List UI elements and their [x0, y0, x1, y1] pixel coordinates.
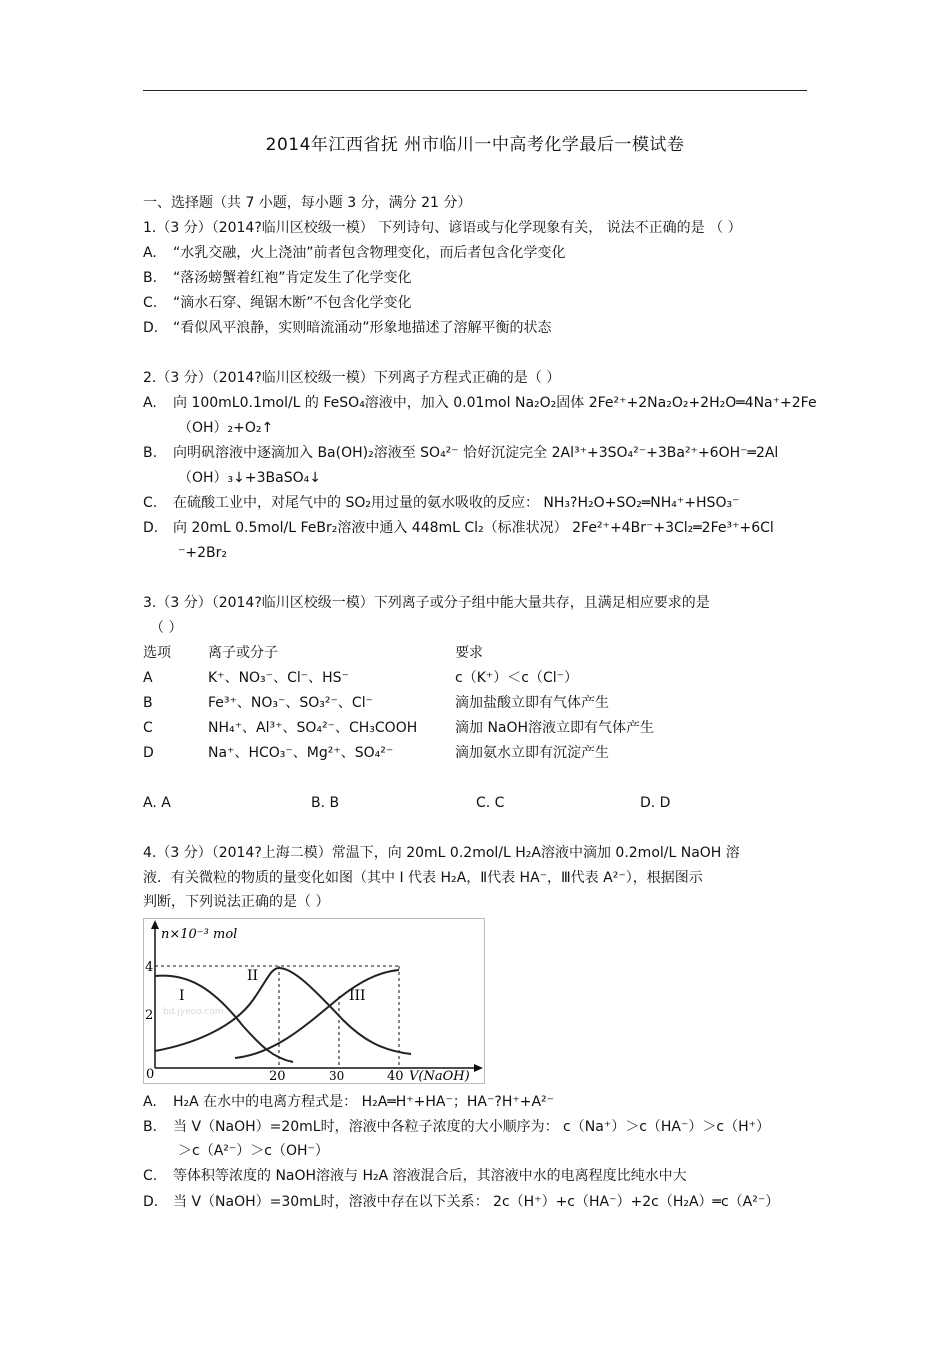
x-tick-20: 20 [269, 1069, 286, 1084]
table-header-option: 选项 [143, 645, 171, 661]
option-text: 当 V（NaOH）=30mL时，溶液中存在以下关系： 2c（H⁺）+c（HA⁻）+2c（H₂A）═c（A²⁻） [173, 1194, 780, 1210]
x-axis-label: V(NaOH) [409, 1069, 470, 1084]
table-cell: Na⁺、HCO₃⁻、Mg²⁺、SO₄²⁻ [208, 745, 394, 761]
table-header-ions: 离子或分子 [208, 645, 278, 661]
option-key: C. [143, 1168, 158, 1184]
curve-label-ii: II [247, 968, 259, 984]
y-axis-label: n×10⁻³ mol [161, 927, 238, 942]
table-header-requirement: 要求 [455, 645, 483, 661]
option-text: 等体积等浓度的 NaOH溶液与 H₂A 溶液混合后，其溶液中水的电离程度比纯水中大 [173, 1168, 687, 1184]
option-key: A. [143, 245, 157, 261]
q1-option-b[interactable] [143, 269, 412, 287]
q1-option-a[interactable] [143, 244, 566, 262]
table-cell: D [143, 745, 154, 761]
table-cell: 滴加 NaOH溶液立即有气体产生 [455, 720, 655, 736]
option-key: B. [143, 1119, 158, 1135]
curve-iii [235, 970, 399, 1058]
curve-label-iii: III [349, 988, 366, 1004]
q2-option-a[interactable] [143, 394, 817, 412]
option-text: 向 100mL0.1mol/L 的 FeSO₄溶液中，加入 0.01mol Na₂O₂固体 2Fe²⁺+2Na₂O₂+2H₂O═4Na⁺+2Fe [173, 395, 817, 411]
table-cell: 滴加盐酸立即有气体产生 [455, 695, 609, 711]
option-text: 向 20mL 0.5mol/L FeBr₂溶液中通入 448mL Cl₂（标准状况） 2Fe²⁺+4Br⁻+3Cl₂═2Fe³⁺+6Cl [173, 520, 774, 536]
q2-option-b-cont: （OH）₃↓+3BaSO₄↓ [178, 470, 321, 486]
curve-label-i: I [179, 988, 185, 1004]
q1-option-d[interactable] [143, 319, 552, 337]
table-cell: NH₄⁺、Al³⁺、SO₄²⁻、CH₃COOH [208, 720, 418, 736]
option-key: B. [143, 270, 158, 286]
q1-option-c[interactable] [143, 294, 412, 312]
document-title: 2014年江西省抚 州市临川一中高考化学最后一模试卷 [265, 135, 685, 155]
x-tick-30: 30 [329, 1069, 345, 1083]
q2-option-a-cont: （OH）₂+O₂↑ [178, 420, 274, 436]
option-key: D. [143, 1194, 159, 1210]
q3-stem-cont: （ ） [150, 620, 183, 636]
table-cell: 滴加氨水立即有沉淀产生 [455, 745, 609, 761]
option-key: A. [143, 1094, 157, 1110]
q3-answer-a[interactable]: A. A [143, 795, 171, 811]
table-cell: C [143, 720, 153, 736]
q4-option-b[interactable] [143, 1118, 770, 1136]
y-tick-2: 2 [145, 1008, 154, 1023]
q4-option-a[interactable] [143, 1093, 554, 1111]
table-cell: c（K⁺）＜c（Cl⁻） [455, 670, 579, 686]
q3-answer-c[interactable]: C. C [476, 795, 505, 811]
header-rule [143, 90, 807, 91]
q1-stem: 1.（3 分）（2014?临川区校级一模） 下列诗句、谚语或与化学现象有关， 说法不正确的是 （ ） [143, 220, 742, 236]
option-text: 当 V（NaOH）=20mL时，溶液中各粒子浓度的大小顺序为： c（Na⁺）＞c（HA⁻）＞c（H⁺） [173, 1119, 771, 1135]
table-cell: Fe³⁺、NO₃⁻、SO₃²⁻、Cl⁻ [208, 695, 373, 711]
q4-stem-cont: 液．有关微粒的物质的量变化如图（其中 I 代表 H₂A，Ⅱ代表 HA⁻，Ⅲ代表 A²⁻），根据图示 [143, 870, 703, 886]
table-cell: B [143, 695, 153, 711]
q2-option-d-cont: ⁻+2Br₂ [178, 545, 227, 561]
titration-graph [143, 918, 485, 1084]
option-text: 在硫酸工业中，对尾气中的 SO₂用过量的氨水吸收的反应： NH₃?H₂O+SO₂═NH₄⁺+HSO₃⁻ [173, 495, 740, 511]
q4-option-c[interactable] [143, 1167, 687, 1185]
option-key: C. [143, 495, 158, 511]
q2-stem: 2.（3 分）（2014?临川区校级一模）下列离子方程式正确的是（ ） [143, 370, 561, 386]
q3-stem: 3.（3 分）（2014?临川区校级一模）下列离子或分子组中能大量共存，且满足相应要求的是 [143, 595, 710, 611]
option-key: C. [143, 295, 158, 311]
watermark: bd.jyeoo.com [163, 1007, 224, 1017]
section-heading: 一、选择题（共 7 小题，每小题 3 分，满分 21 分） [143, 195, 472, 211]
graph-frame [144, 919, 485, 1084]
x-axis-arrow [474, 1064, 483, 1072]
option-text: 向明矾溶液中逐滴加入 Ba(OH)₂溶液至 SO₄²⁻ 恰好沉淀完全 2Al³⁺+3SO₄²⁻+3Ba²⁺+6OH⁻═2Al [173, 445, 779, 461]
q4-stem: 4.（3 分）（2014?上海二模）常温下，向 20mL 0.2mol/L H₂A溶液中滴加 0.2mol/L NaOH 溶 [143, 845, 740, 861]
y-tick-0: 0 [146, 1067, 155, 1082]
q4-stem-cont2: 判断，下列说法正确的是（ ） [143, 894, 330, 910]
option-text: “滴水石穿、绳锯木断”不包含化学变化 [173, 295, 412, 311]
option-text: H₂A 在水中的电离方程式是： H₂A═H⁺+HA⁻；HA⁻?H⁺+A²⁻ [173, 1094, 555, 1110]
curve-i [155, 976, 293, 1062]
y-axis-arrow [151, 920, 159, 929]
option-key: B. [143, 445, 158, 461]
q3-answer-b[interactable]: B. B [311, 795, 340, 811]
q4-option-d[interactable] [143, 1193, 779, 1211]
option-key: D. [143, 320, 159, 336]
option-text: “看似风平浪静，实则暗流涌动”形象地描述了溶解平衡的状态 [173, 320, 552, 336]
x-tick-40: 40 [387, 1069, 404, 1084]
q4-option-b-cont: ＞c（A²⁻）＞c（OH⁻） [178, 1143, 329, 1159]
option-text: “落汤螃蟹着红袍”肯定发生了化学变化 [173, 270, 412, 286]
table-cell: A [143, 670, 153, 686]
q2-option-c[interactable] [143, 494, 739, 512]
option-text: “水乳交融，火上浇油”前者包含物理变化，而后者包含化学变化 [173, 245, 566, 261]
q2-option-d[interactable] [143, 519, 774, 537]
q2-option-b[interactable] [143, 444, 778, 462]
table-cell: K⁺、NO₃⁻、Cl⁻、HS⁻ [208, 670, 349, 686]
y-tick-4: 4 [145, 960, 154, 975]
option-key: A. [143, 395, 157, 411]
q3-answer-d[interactable]: D. D [640, 795, 671, 811]
option-key: D. [143, 520, 159, 536]
